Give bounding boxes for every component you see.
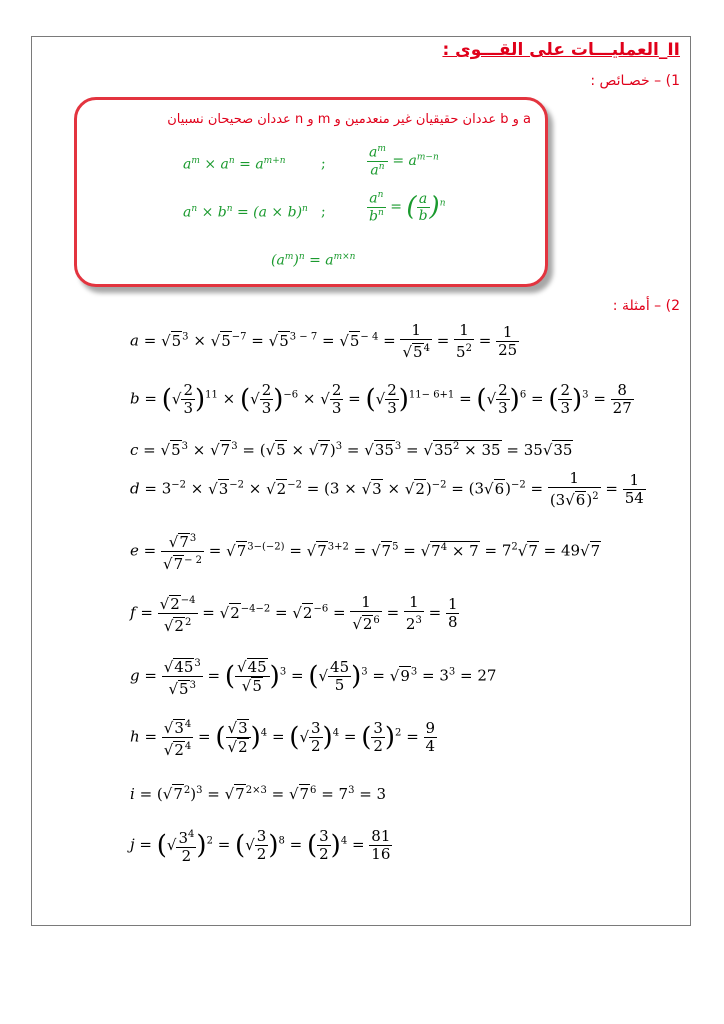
example-b: b = (√ $\frac{2}{3}$ )$^{11}$ × (√ $\frac{2}{3}$ )$^{-6}$ × √ $\frac{2}{3}$ = (√ $\frac{2}{3}$ )$^{11- 6+1}$ = (√ $\frac{2}{3}$ )$^6$ = ( $\frac{2}{3}$ )$^3$ = $\frac{8}{27}$ bbox=[130, 382, 634, 417]
page-title: II_العمليـــات على القـــوى : bbox=[442, 40, 680, 60]
formula-quotient-same-exponent: $\frac{a^n}{b^n}$ = ( $\frac{a}{b}$ )$^n$ bbox=[369, 190, 446, 225]
title-roman: II bbox=[667, 40, 680, 60]
section-examples-label: أمثلة : bbox=[612, 298, 650, 314]
example-f: f = √ $2^{-4}$ √ $2^2$ = √ $2^{-4-2}$ = √ $2^{-6}$ = 1 √ $2^6$ = $\frac{1}{2^3}$ = $\frac{1}{8}$ bbox=[130, 592, 459, 635]
example-a: a = √ $5^3$ × √ $5^{-7}$ = √ $5^{3 - 7}$ = √ $5^{- 4}$ = 1 √ $5^4$ = $\frac{1}{5^2}$ = $\frac{1}{25}$ bbox=[130, 322, 519, 361]
formula-product-same-base: $a^m \times a^n = a^{m+n}$ bbox=[183, 156, 286, 173]
section-properties-num: 1) – bbox=[654, 73, 680, 89]
formula-product-same-exponent: $a^n \times b^n = (a \times b)^n$ bbox=[183, 204, 308, 221]
example-h: h = √ $3^4$ √ $2^4$ = ( √ 3 √ 2 )$^4$ = (√ $\frac{3}{2}$ )$^4$ = ( $\frac{3}{2}$ )$^2$ = $\frac{9}{4}$ bbox=[130, 716, 437, 759]
separator: ; bbox=[321, 204, 326, 220]
properties-statement: a و b عددان حقيقيان غير منعدمين و m و n عددان صحيحان نسبيان bbox=[167, 112, 531, 127]
formula-quotient-same-base: $\frac{a^m}{a^n}$ = $a^{m-n}$ bbox=[369, 144, 439, 179]
example-j: j = (√ $\frac{3^4}{2}$ )$^2$ = (√ $\frac{3}{2}$ )$^8$ = ( $\frac{3}{2}$ )$^4$ = $\frac{81}{16}$ bbox=[130, 826, 392, 865]
example-c: c = √ $5^3$ × √ $7^3$ = (√ 5 × √ 7)$^3$ = √ $35^3$ = √ $35^2 \times 35 = 35√$ 35 bbox=[130, 440, 573, 459]
section-examples-num: 2) – bbox=[654, 298, 680, 314]
example-g: g = √ $45^3$ √ $5^3$ = ( √ 45 √ 5 )$^3$ = (√ $\frac{45}{5}$ )$^3$ = √ $9^3 = 3^3 = 27$ bbox=[130, 655, 496, 698]
formula-power-of-power: $(a^m)^n = a^{m\times n}$ bbox=[271, 252, 356, 269]
section-properties bbox=[590, 73, 680, 89]
properties-box bbox=[74, 97, 548, 287]
example-e: e = √ $7^3$ √ $7^{- 2}$ = √ $7^{3-(-2)}$ = √ $7^{3+2}$ = √ $7^5$ = √ $7^4 \times 7 = 7^2√$ 7 = 49√ 7 bbox=[130, 530, 601, 573]
example-i: i = (√ $7^2)^3$ = √ $7^{2\times 3}$ = √ $7^6 = 7^3 = 3$ bbox=[130, 784, 386, 803]
separator: ; bbox=[321, 156, 326, 172]
section-properties-label: خصـائص : bbox=[590, 73, 650, 89]
example-d: $d = 3^{-2}$ × √ $3^{-2}$ × √ $2^{-2} = (3$ × √ 3 × √ 2)$^{-2}$ = (3√ 6)$^{-2}$ = $\frac{1}{(3√ 6)^2}$ = $\frac{1}{54}$ bbox=[130, 470, 646, 509]
section-examples bbox=[613, 298, 680, 314]
title-text: العمليـــات على القـــوى : bbox=[442, 40, 659, 60]
